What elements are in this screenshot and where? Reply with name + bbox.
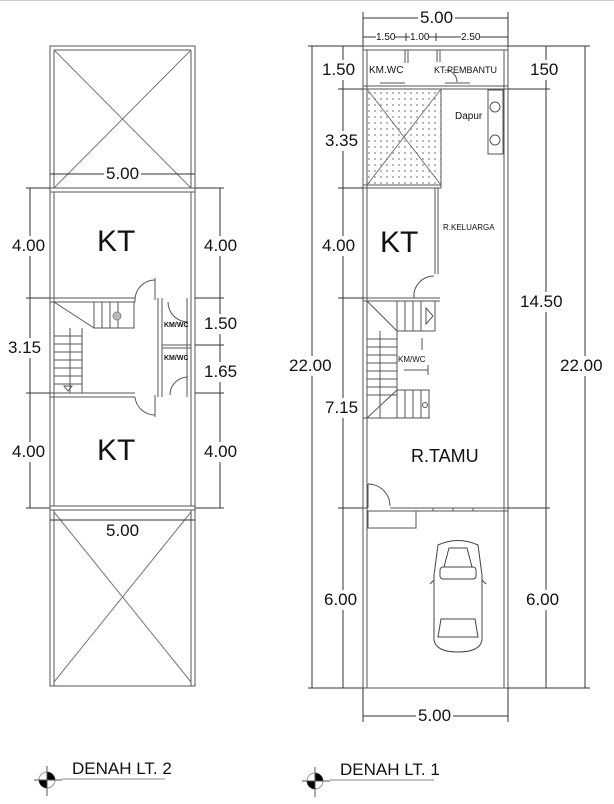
lt1-left-dim-3: 4.00 xyxy=(322,236,356,255)
lt2-left-dim-2: 3.15 xyxy=(8,338,42,357)
lt1-void-hatch xyxy=(363,89,441,188)
lt1-top-width-label: 5.00 xyxy=(420,8,454,27)
lt2-bottom-width-label: 5.00 xyxy=(106,521,140,540)
lt2-interior-walls xyxy=(50,278,191,417)
lt1-room-kmwc: KM/WC xyxy=(398,355,426,364)
lt1-room-r-tamu: R.TAMU xyxy=(411,446,479,466)
lt1-right-dim-2: 14.50 xyxy=(520,292,563,311)
lt2-room-kt-bottom: KT xyxy=(97,434,136,467)
lt2-room-kt-top: KT xyxy=(97,225,136,258)
lt1-left-dim-1: 1.50 xyxy=(322,60,356,79)
kitchen-stove xyxy=(488,90,503,154)
lt1-room-kt: KT xyxy=(380,226,419,259)
lt2-room-kmwc-1: KM/WC xyxy=(164,322,189,329)
lt1-dimension-lines xyxy=(308,12,590,722)
stair-arrow-icon xyxy=(64,386,72,391)
lt2-right-dim-2: 1.50 xyxy=(204,314,238,333)
lt1-left-dim-5: 6.00 xyxy=(324,590,358,609)
lt1-left-dim-4: 7.15 xyxy=(325,398,359,417)
lt2-right-dim-1: 4.00 xyxy=(204,236,238,255)
lt1-bottom-width-label: 5.00 xyxy=(418,706,452,725)
car-icon xyxy=(430,541,486,653)
lt1-room-kt-pembantu: KT.PEMBANTU xyxy=(434,65,498,75)
lt1-sub-width-1: 1.50 xyxy=(376,32,396,43)
lt1-room-dapur: Dapur xyxy=(455,111,483,122)
lt2-right-dim-3: 1.65 xyxy=(204,362,238,381)
stair-up-marker xyxy=(113,312,121,320)
lt2-right-dim-4: 4.00 xyxy=(204,442,238,461)
lt1-left-dim-2: 3.35 xyxy=(325,131,359,150)
stair-marker-lt1 xyxy=(423,403,428,408)
lt1-room-r-keluarga: R.KELUARGA xyxy=(443,223,495,232)
lt1-sub-width-2: 1.00 xyxy=(410,32,430,43)
lt1-right-dim-1: 150 xyxy=(530,60,559,79)
lt1-room-kmwc-top: KM.WC xyxy=(369,65,404,76)
lt2-left-dim-1: 4.00 xyxy=(12,236,46,255)
lt2-plan-title: DENAH LT. 2 xyxy=(72,759,172,778)
lt1-left-outer-dim: 22.00 xyxy=(289,356,332,375)
lt2-room-kmwc-2: KM/WC xyxy=(164,355,189,362)
lt2-left-dim-3: 4.00 xyxy=(12,442,46,461)
lt1-right-outer-dim: 22.00 xyxy=(560,356,603,375)
lt1-front-wall xyxy=(340,484,508,528)
lt2-top-width-label: 5.00 xyxy=(106,164,140,183)
lt1-sub-width-3: 2.50 xyxy=(461,32,481,43)
lt1-plan-title: DENAH LT. 1 xyxy=(340,760,440,779)
lt1-right-dim-3: 6.00 xyxy=(526,590,560,609)
